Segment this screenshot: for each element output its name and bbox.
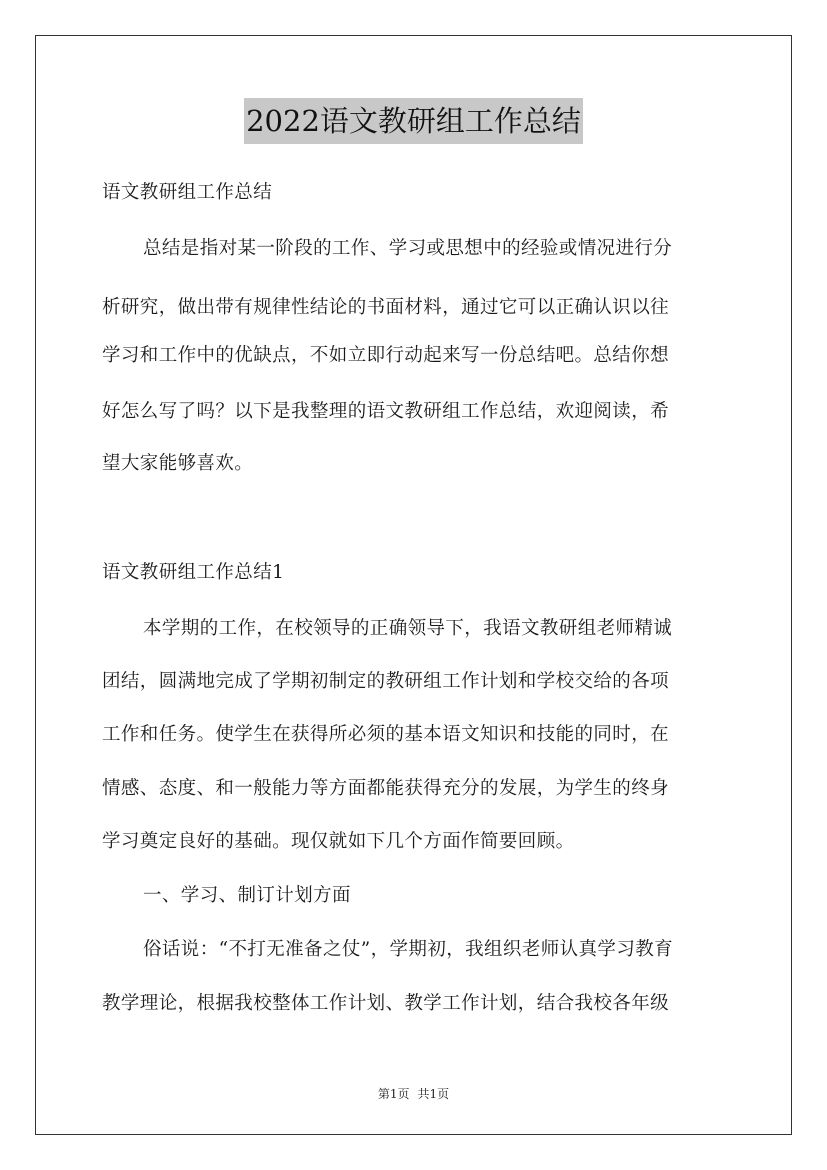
section1-line-5: 学习奠定良好的基础。现仅就如下几个方面作简要回顾。 bbox=[102, 831, 575, 852]
page-footer bbox=[0, 1085, 827, 1102]
page-number-current: 第1页 bbox=[377, 1087, 410, 1101]
section1-heading: 语文教研组工作总结1 bbox=[102, 562, 285, 583]
intro-line-4: 好怎么写了吗？以下是我整理的语文教研组工作总结，欢迎阅读，希 bbox=[102, 401, 670, 422]
intro-line-5: 望大家能够喜欢。 bbox=[102, 453, 254, 474]
title-wrapper bbox=[0, 98, 827, 144]
section1-line-4: 情感、态度、和一般能力等方面都能获得充分的发展，为学生的终身 bbox=[102, 778, 670, 799]
document-title: 2022语文教研组工作总结 bbox=[244, 98, 583, 144]
para2-line-1: 俗话说：“不打无准备之仗”，学期初，我组织老师认真学习教育 bbox=[143, 939, 674, 960]
page-number-total: 共1页 bbox=[417, 1087, 450, 1101]
section1-line-3: 工作和任务。使学生在获得所必须的基本语文知识和技能的同时，在 bbox=[102, 724, 670, 745]
para2-line-2: 教学理论，根据我校整体工作计划、教学工作计划，结合我校各年级 bbox=[102, 993, 670, 1014]
document-subtitle: 语文教研组工作总结 bbox=[102, 182, 273, 203]
intro-line-3: 学习和工作中的优缺点，不如立即行动起来写一份总结吧。总结你想 bbox=[102, 345, 670, 366]
section1-line-2: 团结，圆满地完成了学期初制定的教研组工作计划和学校交给的各项 bbox=[102, 671, 670, 692]
subheading-1: 一、学习、制订计划方面 bbox=[143, 885, 351, 906]
intro-line-1: 总结是指对某一阶段的工作、学习或思想中的经验或情况进行分 bbox=[143, 238, 673, 259]
section1-line-1: 本学期的工作，在校领导的正确领导下，我语文教研组老师精诚 bbox=[143, 618, 673, 639]
intro-line-2: 析研究，做出带有规律性结论的书面材料，通过它可以正确认识以往 bbox=[102, 297, 670, 318]
